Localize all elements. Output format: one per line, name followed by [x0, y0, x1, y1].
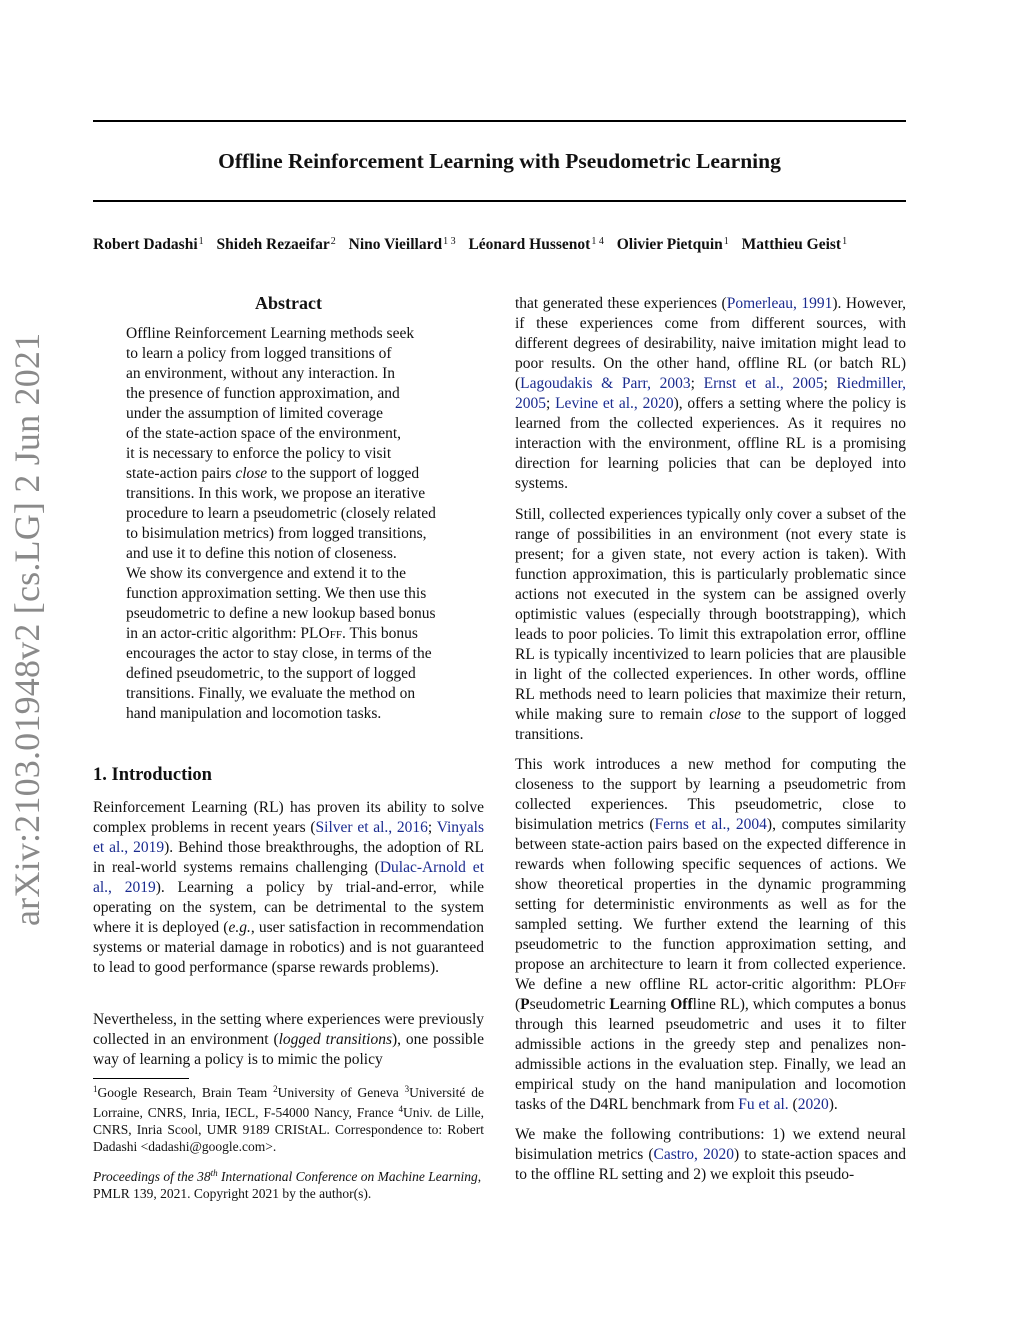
abstract-line: to learn a policy from logged transitions of: [126, 345, 392, 362]
citation-link[interactable]: Vinyals et al., 2019: [93, 819, 484, 856]
abstract-line: hand manipulation and locomotion tasks.: [126, 705, 382, 722]
intro-paragraph: Nevertheless, in the setting where experiences were previously collected in an environment (logged transitions), one possible way of learning a policy is to mimic the policy: [93, 1011, 484, 1068]
abstract-body: [126, 324, 451, 724]
author: Shideh Rezaeifar$^2$: [216, 236, 336, 253]
body-paragraph: This work introduces a new method for computing the closeness to the support by learning a pseudometric from collected experiences. This pseudometric, close to bisimulation metrics (Ferns et al., 2004), computes similarity between state-action pairs based on the expected difference in rewards when following specific sequences of actions. We show theoretical properties in the dynamic programming setting for deterministic environments as well as for the sampled setting. We further extend the learning of this pseudometric to the function approximation setting, and propose an architecture to learn it from collected experience. We define a new offline RL actor-critic algorithm: PLOff (Pseudometric Learning Offline RL), which computes a bonus through this learned pseudometric and uses it to filter admissible actions in the greedy step and penalizes non-admissible actions in the evaluation step. Finally, we lead an empirical study on the hand manipulation and locomotion tasks of the D4RL benchmark from Fu et al. (2020).: [515, 756, 906, 1113]
abstract-line: the presence of function approximation, and: [126, 385, 400, 402]
abstract-line: function approximation setting. We then use this: [126, 585, 427, 602]
citation-link[interactable]: Pomerleau, 1991: [726, 295, 833, 312]
citation-link[interactable]: Ferns et al., 2004: [654, 816, 767, 833]
intro-paragraph: Reinforcement Learning (RL) has proven its ability to solve complex problems in recent years (Silver et al., 2016; Vinyals et al., 2019). Behind those breakthroughs, the adoption of RL in real-world systems remains challenging (Dulac-Arnold et al., 2019). Learning a policy by trial-and-error, while operating on the system, can be detrimental to the system where it is deployed (e.g., user satisfaction in recommendation systems or material damage in robotics) and is not guaranteed to lead to good performance (sparse rewards problems).: [93, 799, 485, 976]
author: Robert Dadashi$^1$: [93, 236, 204, 253]
abstract-line: encourages the actor to stay close, in terms of the: [126, 645, 432, 662]
citation-link[interactable]: Lagoudakis & Parr, 2003: [520, 375, 691, 392]
section-heading-introduction: 1. Introduction: [93, 765, 212, 785]
abstract-line: it is necessary to enforce the policy to visit: [126, 445, 392, 462]
abstract-line: pseudometric to define a new lookup based bonus: [126, 605, 436, 622]
author-list: [93, 236, 906, 254]
arxiv-stamp: arXiv:2103.01948v2 [cs.LG] 2 Jun 2021: [7, 332, 47, 926]
title-rule-top: [93, 120, 906, 122]
affiliation-footnotes: $^1$Google Research, Brain Team $^2$University of Geneva $^3$Université de Lorraine, CNRS, Inria, IECL, F-54000 Nancy, France $^4$Univ. de Lille, CNRS, Inria Scool, UMR 9189 CRIStAL. Correspondence to: Robert Dadashi <dadashi@google.com>.: [93, 1084, 484, 1154]
citation-link[interactable]: Silver et al., 2016: [315, 819, 428, 836]
abstract-line: of the state-action space of the environment,: [126, 425, 402, 442]
correspondence: Correspondence to: Robert Dadashi <dadashi@google.com>.: [93, 1122, 484, 1154]
citation-link[interactable]: Riedmiller, 2005: [515, 375, 907, 412]
abstract-line: We show its convergence and extend it to the: [126, 565, 406, 582]
abstract-line: and use it to define this notion of closeness.: [126, 545, 397, 562]
author: Matthieu Geist$^1$: [741, 236, 848, 253]
abstract-line: Offline Reinforcement Learning methods seek: [126, 325, 415, 342]
citation-link[interactable]: Levine et al., 2020: [555, 395, 674, 412]
abstract-line: in an actor-critic algorithm: PLOff. This bonus: [126, 625, 418, 642]
title-rule-bottom: [93, 200, 906, 202]
citation-link[interactable]: Dulac-Arnold et al., 2019: [93, 859, 484, 896]
footnote-rule: [93, 1078, 189, 1079]
abstract-line: state-action pairs close to the support of logged: [126, 465, 420, 482]
paper-title: Offline Reinforcement Learning with Pseudometric Learning: [218, 149, 781, 173]
body-paragraph: We make the following contributions: 1) we extend neural bisimulation metrics (Castro, 2020) to state-action spaces and to the offline RL setting and 2) we exploit this pseudo-: [515, 1126, 906, 1183]
citation-link[interactable]: Fu et al.: [738, 1096, 789, 1113]
abstract-line: under the assumption of limited coverage: [126, 405, 383, 422]
abstract-line: defined pseudometric, to the support of logged: [126, 665, 416, 682]
abstract-line: transitions. In this work, we propose an iterative: [126, 485, 426, 502]
proceedings-note: Proceedings of the 38th International Conference on Machine Learning, PMLR 139, 2021. Copyright 2021 by the author(s).: [93, 1168, 482, 1201]
citation-link[interactable]: 2020: [797, 1096, 829, 1113]
citation-link[interactable]: Ernst et al., 2005: [703, 375, 824, 392]
abstract-heading: Abstract: [255, 293, 322, 313]
author: Nino Vieillard$^{1 3}$: [348, 236, 456, 253]
body-paragraph: that generated these experiences (Pomerleau, 1991). However, if these experiences come from different sources, with different degrees of desirability, naive imitation might lead to poor results. On the other hand, offline RL (or batch RL) (Lagoudakis & Parr, 2003; Ernst et al., 2005; Riedmiller, 2005; Levine et al., 2020), offers a setting where the policy is learned from the collected experiences. As it requires no interaction with the environment, offline RL is a promising direction for learning policies that can be deployed into systems.: [515, 295, 907, 492]
citation-link[interactable]: Castro, 2020: [653, 1146, 734, 1163]
author: Léonard Hussenot$^{1 4}$: [468, 236, 604, 253]
abstract-line: procedure to learn a pseudometric (closely related: [126, 505, 436, 522]
abstract-line: an environment, without any interaction. In: [126, 365, 396, 382]
abstract-line: to bisimulation metrics) from logged transitions,: [126, 525, 427, 542]
body-paragraph: Still, collected experiences typically only cover a subset of the range of possibilities in an environment (not every state is present; for a given state, not every action is taken). With function approximation, this is particularly problematic since actions not executed in the system can be assigned overly optimistic values (especially through bootstrapping), which leads to poor policies. To limit this extrapolation error, offline RL is typically incentivized to learn policies that are plausible in light of the collected experiences. In other words, offline RL methods need to learn policies that maximize their return, while making sure to remain close to the support of logged transitions.: [515, 506, 907, 743]
author: Olivier Pietquin$^1$: [616, 236, 729, 253]
abstract-line: transitions. Finally, we evaluate the method on: [126, 685, 416, 702]
